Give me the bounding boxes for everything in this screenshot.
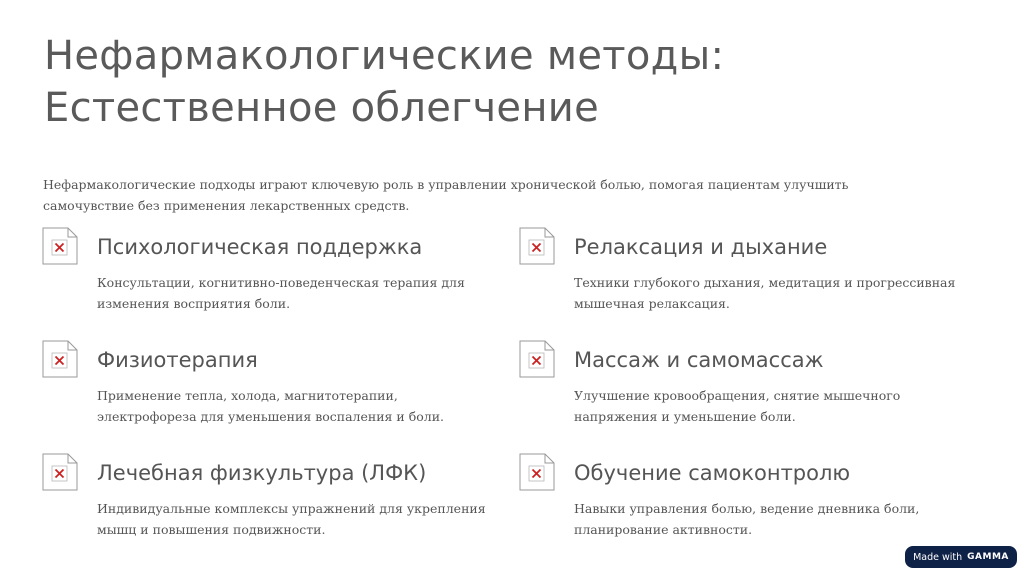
page-title-line-2: Естественное облегчение: [44, 85, 599, 131]
page-title-line-1: Нефармакологические методы:: [44, 33, 725, 79]
broken-image-icon: [42, 453, 78, 491]
broken-image-icon: [519, 340, 555, 378]
badge-prefix: Made with: [913, 551, 963, 563]
card-title: Физиотерапия: [97, 348, 258, 372]
card-title: Обучение самоконтролю: [574, 461, 851, 485]
made-with-gamma-badge[interactable]: [905, 546, 1017, 568]
broken-image-icon: [42, 227, 78, 265]
badge-brand: GAMMA: [967, 552, 1009, 562]
card-title: Психологическая поддержка: [97, 235, 423, 259]
broken-image-icon: [519, 227, 555, 265]
card-description: Консультации, когнитивно-поведенческая терапия для изменения восприятия боли.: [97, 275, 465, 311]
broken-image-icon: [42, 340, 78, 378]
card-description: Применение тепла, холода, магнитотерапии, электрофореза для уменьшения воспаления и боли.: [97, 388, 445, 424]
card-title: Релаксация и дыхание: [574, 235, 828, 259]
card-title: Лечебная физкультура (ЛФК): [97, 461, 427, 485]
intro-paragraph: Нефармакологические подходы играют ключевую роль в управлении хронической болью, помогая пациентам улучшить самочувствие без применения лекарственных средств.: [43, 177, 849, 213]
page-title: [44, 30, 724, 134]
card-description: Навыки управления болью, ведение дневника боли, планирование активности.: [574, 501, 920, 537]
card-title: Массаж и самомассаж: [574, 348, 824, 372]
broken-image-icon: [519, 453, 555, 491]
card-description: Улучшение кровообращения, снятие мышечного напряжения и уменьшение боли.: [574, 388, 901, 424]
card-description: Индивидуальные комплексы упражнений для укрепления мышц и повышения подвижности.: [97, 501, 486, 537]
card-description: Техники глубокого дыхания, медитация и прогрессивная мышечная релаксация.: [574, 275, 956, 311]
